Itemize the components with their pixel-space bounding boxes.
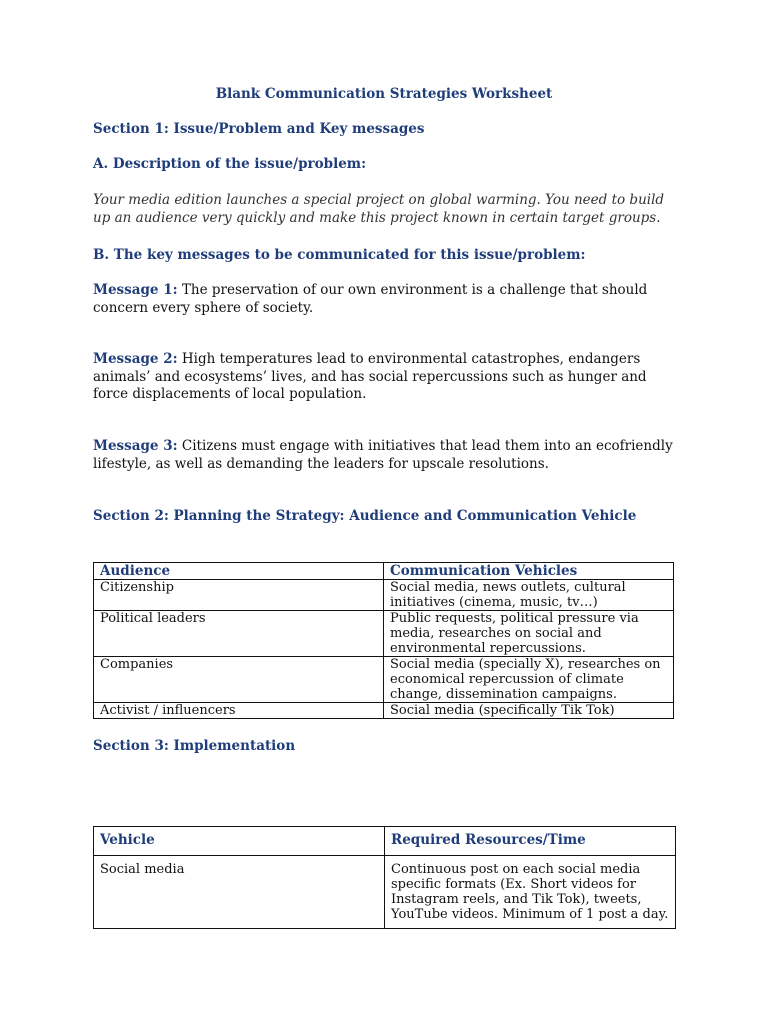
section3-heading: Section 3: Implementation (93, 738, 296, 754)
audience-table (93, 562, 674, 719)
table-cell: Social media (specially X), researches on economical repercussion of climate change, dissemination campaigns. (384, 657, 674, 703)
table-cell: Social media (specifically Tik Tok) (384, 703, 674, 719)
table-row (94, 580, 674, 611)
column-header: Communication Vehicles (384, 563, 674, 580)
table-row (94, 657, 674, 703)
message-text: The preservation of our own environment is a challenge that should concern every sphere of society. (93, 282, 648, 316)
message-text: Citizens must engage with initiatives that lead them into an ecofriendly lifestyle, as well as demanding the leaders for upscale resolutions. (93, 438, 673, 472)
implementation-table (93, 826, 676, 929)
table-header-row (94, 563, 674, 580)
table-cell: Activist / influencers (94, 703, 384, 719)
table-cell: Political leaders (94, 611, 384, 657)
message-text: High temperatures lead to environmental catastrophes, endangers animals’ and ecosystems’ lives, and has social repercussions such as hunger and force displacements of local population. (93, 351, 647, 402)
message-label: Message 1: (93, 282, 178, 298)
column-header: Vehicle (94, 827, 385, 856)
message-1 (93, 282, 683, 317)
message-3 (93, 438, 683, 473)
table-cell: Social media (94, 856, 385, 929)
table-header-row (94, 827, 676, 856)
description-heading: A. Description of the issue/problem: (93, 156, 367, 172)
table-row (94, 856, 676, 929)
message-label: Message 2: (93, 351, 178, 367)
table-cell: Continuous post on each social media specific formats (Ex. Short videos for Instagram reels, and Tik Tok), tweets, YouTube videos. Minimum of 1 post a day. (385, 856, 676, 929)
message-2 (93, 351, 683, 404)
document-title: Blank Communication Strategies Worksheet (215, 86, 553, 102)
table-cell: Public requests, political pressure via media, researches on social and environmental repercussions. (384, 611, 674, 657)
message-label: Message 3: (93, 438, 178, 454)
table-cell: Social media, news outlets, cultural initiatives (cinema, music, tv…) (384, 580, 674, 611)
key-messages-heading: B. The key messages to be communicated for this issue/problem: (93, 247, 586, 263)
table-row (94, 611, 674, 657)
column-header: Required Resources/Time (385, 827, 676, 856)
table-row (94, 703, 674, 719)
column-header: Audience (94, 563, 384, 580)
table-cell: Companies (94, 657, 384, 703)
table-cell: Citizenship (94, 580, 384, 611)
section1-heading: Section 1: Issue/Problem and Key messages (93, 121, 425, 137)
section2-heading: Section 2: Planning the Strategy: Audience and Communication Vehicle (93, 508, 637, 524)
issue-description: Your media edition launches a special project on global warming. You need to build up an audience very quickly and make this project known in certain target groups. (93, 192, 665, 226)
